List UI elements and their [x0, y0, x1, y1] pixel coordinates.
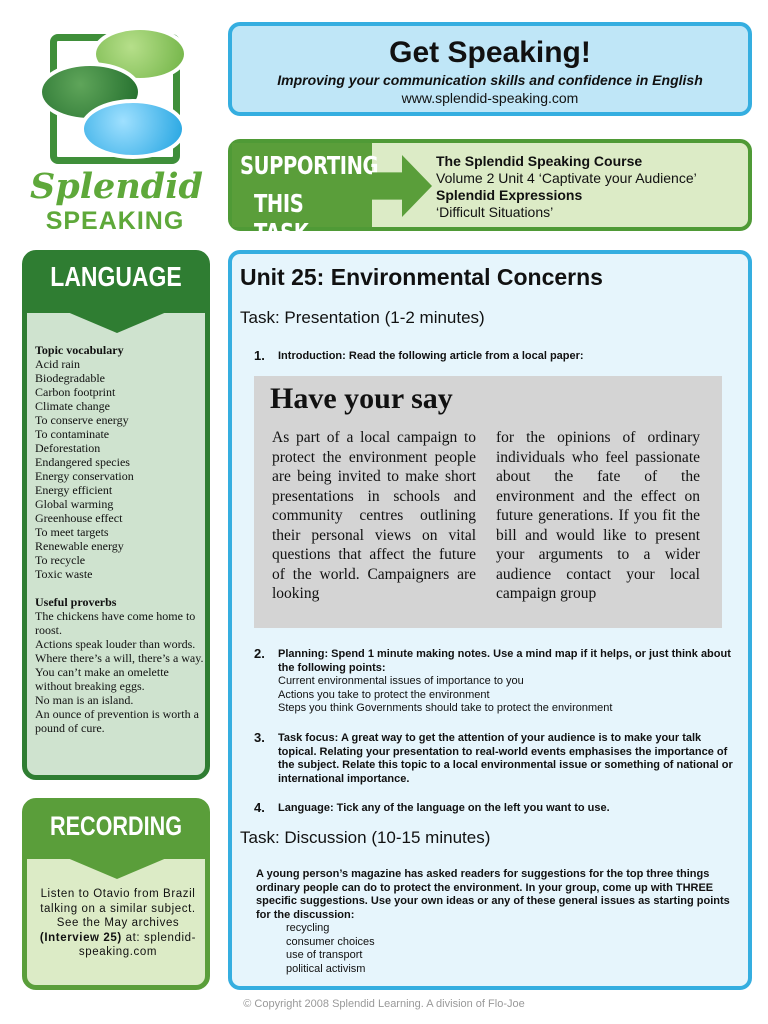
supporting-info	[436, 153, 697, 221]
language-content	[35, 343, 207, 735]
vocab-item: Greenhouse effect	[35, 511, 123, 525]
list-item: use of transport	[286, 949, 363, 961]
step-task-focus	[254, 732, 734, 786]
language-box	[22, 250, 210, 780]
article-column-2: for the opinions of ordinary individuals who feel passionate about the fate of the environment and the effect on future generations. If you fit the bill and would like to present your arguments to a wider audience contact your local campaign group	[496, 429, 700, 602]
vocab-item: Endangered species	[35, 455, 130, 469]
list-item: recycling	[286, 922, 330, 934]
vocab-heading: Topic vocabulary	[35, 343, 124, 357]
chevron-down-icon	[65, 857, 169, 879]
language-header	[27, 255, 205, 313]
article-box	[254, 376, 722, 628]
arrow-right-icon	[372, 155, 432, 217]
supporting-label-panel	[232, 143, 379, 247]
logo-text-splendid: Splendid	[30, 166, 204, 207]
issues-list	[286, 922, 736, 976]
step-introduction	[254, 350, 734, 364]
step-text: Introduction: Read the following article from a local paper:	[278, 350, 584, 362]
copyright-footer: © Copyright 2008 Splendid Learning. A division of Flo-Joe	[243, 998, 525, 1010]
vocab-item: Climate change	[35, 399, 110, 413]
splendid-speaking-logo	[30, 24, 204, 239]
vocab-item: Carbon footprint	[35, 385, 116, 399]
page-subtitle: Improving your communication skills and confidence in English	[277, 72, 703, 88]
main-panel	[228, 250, 752, 990]
vocab-item: To recycle	[35, 553, 86, 567]
list-item: consumer choices	[286, 935, 375, 948]
vocab-item: Biodegradable	[35, 371, 105, 385]
recording-text-before: Listen to Otavio from Brazil talking on a similar subject. See the May archives	[40, 888, 196, 929]
list-item: political activism	[286, 962, 366, 975]
recording-heading: RECORDING	[49, 811, 183, 841]
recording-box	[22, 798, 210, 990]
step-number: 2.	[254, 646, 265, 661]
vocab-item: Acid rain	[35, 357, 80, 371]
supporting-task-box	[228, 139, 752, 247]
proverb-item: Actions speak louder than words.	[35, 637, 196, 651]
step-number: 4.	[254, 800, 265, 815]
unit-title: Unit 25: Environmental Concerns	[240, 264, 603, 290]
supporting-label-line2: THIS TASK	[254, 189, 309, 247]
language-heading: LANGUAGE	[50, 261, 182, 292]
recording-interview: (Interview 25)	[39, 931, 122, 944]
vocab-item: To conserve energy	[35, 413, 129, 427]
speech-bubble-icon	[80, 99, 186, 159]
planning-point: Actions you take to protect the environment	[278, 688, 490, 701]
planning-point: Current environmental issues of importance to you	[278, 675, 524, 687]
step-language	[254, 802, 734, 816]
vocab-item: Renewable energy	[35, 539, 124, 553]
discussion-text: A young person’s magazine has asked readers for suggestions for the top three things ordinary people can do to protect the environment. In your group, come up with THREE specific suggestions. Use your own ideas or any of these general issues as starting points for the discussion:	[256, 868, 730, 921]
expressions-situations: ‘Difficult Situations’	[436, 204, 554, 220]
site-url: www.splendid-speaking.com	[401, 90, 579, 106]
step-number: 3.	[254, 730, 265, 745]
vocab-item: Global warming	[35, 497, 114, 511]
step-text: Language: Tick any of the language on the left you want to use.	[278, 802, 610, 814]
article-title: Have your say	[270, 382, 453, 415]
step-text: Planning: Spend 1 minute making notes. Use a mind map if it helps, or just think about the following points:	[278, 648, 731, 674]
vocab-item: Toxic waste	[35, 567, 93, 581]
step-number: 1.	[254, 348, 265, 363]
course-volume: Volume 2 Unit 4 ‘Captivate your Audience’	[436, 170, 697, 186]
vocab-item: Energy conservation	[35, 469, 134, 483]
vocab-item: Deforestation	[35, 441, 101, 455]
course-name: The Splendid Speaking Course	[436, 153, 643, 169]
page-title: Get Speaking!	[389, 36, 591, 69]
step-text: Task focus: A great way to get the attention of your audience is to make your talk topical. Relating your presentation to real-world events emphasises the importance of the subject. Relate this topic to a local environmental issue or something of national or international importance.	[278, 732, 733, 785]
recording-header	[27, 803, 205, 859]
planning-point: Steps you think Governments should take to protect the environment	[278, 702, 613, 714]
vocab-item: To meet targets	[35, 525, 109, 539]
article-column-1: As part of a local campaign to protect the environment people are being invited to make short presentations in schools and community centres outlining their personal views on vital questions that affect the future of the world. Campaigners are looking	[272, 429, 476, 602]
vocab-item: Energy efficient	[35, 483, 113, 497]
recording-text-after: at: splendid-speaking.com	[78, 931, 197, 958]
proverb-item: The chickens have come home to roost.	[35, 609, 196, 637]
step-planning	[254, 648, 734, 716]
discussion-block	[256, 868, 736, 976]
proverb-item: Where there’s a will, there’s a way.	[35, 651, 204, 665]
proverbs-heading: Useful proverbs	[35, 595, 117, 609]
expressions-name: Splendid Expressions	[436, 187, 583, 203]
supporting-label-line1: SUPPORTING	[240, 151, 379, 180]
header-box	[228, 22, 752, 116]
proverb-item: An ounce of prevention is worth a pound of cure.	[35, 707, 199, 735]
recording-text	[33, 887, 203, 960]
proverb-item: No man is an island.	[35, 693, 134, 707]
chevron-down-icon	[65, 311, 169, 333]
logo-text-speaking: SPEAKING	[45, 207, 185, 235]
vocab-item: To contaminate	[35, 427, 110, 441]
proverb-item: You can’t make an omelette without breaking eggs.	[35, 665, 169, 693]
task-presentation-heading: Task: Presentation (1-2 minutes)	[240, 308, 485, 327]
task-discussion-heading: Task: Discussion (10-15 minutes)	[240, 828, 491, 847]
